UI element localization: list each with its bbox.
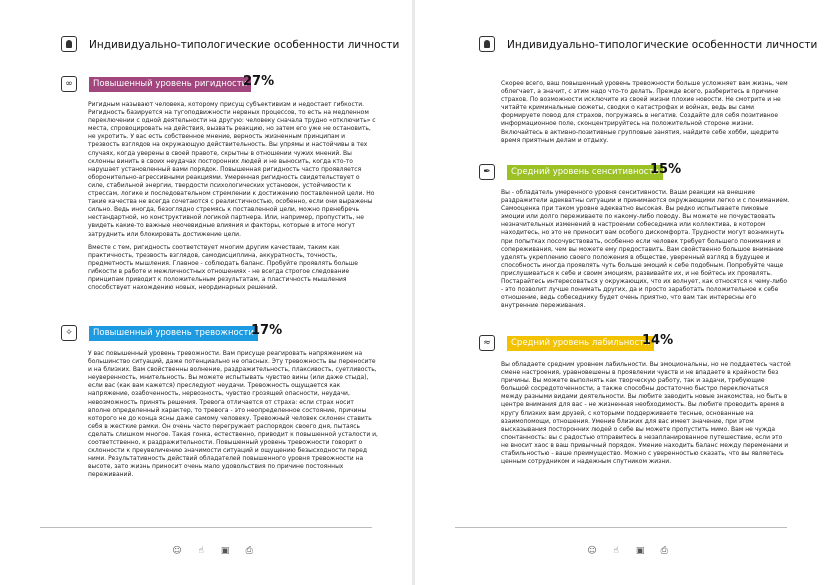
link-chain-icon: ∞ <box>61 76 77 92</box>
sensitivity-text <box>501 189 791 315</box>
anxiety-badge: Повышенный уровень тревожности <box>89 326 258 341</box>
footer-toolbar <box>587 538 678 556</box>
section-sensitivity-header <box>479 162 807 184</box>
monitor-icon[interactable]: ▣ <box>635 546 645 556</box>
anxiety-advice-paragraph: Скорее всего, ваш повышенный уровень тревожности больше усложняет вам жизнь, чем облегчает, а значит, с этим надо что-то делать. Прежде всего, разберитесь в причине страхов. По возможности исключите из своей жизни плохие новости. Не смотрите и не читайте криминальные сюжеты, сводки о катастрофах и войнах, ведь вы сами формируете повод для страхов, погружаясь в негатив. Создайте для себя позитивное информационное поле, сконцентрируйтесь на положительной стороне жизни. Включайтесь в активно-позитивные групповые занятия, найдите себе хобби, щедрите время приятным делам и отдыху. <box>501 80 788 144</box>
section-rigidity-header <box>61 74 392 96</box>
page-title: Индивидуально-типологические особенности личности <box>507 39 818 51</box>
lability-badge: Средний уровень лабильности <box>507 336 654 351</box>
rigidity-paragraph-2: Вместе с тем, ригидность соответствует многим другим качествам, таким как практичность, трезвость взглядов, самодисциплина, аккуратность, точность, предметность мышления. Главное - соблюдать баланс. Пробуйте проявлять больше гибкости в работе и межличностных отношениях - не всегда строгое следование принципам приводит к положительным результатам, а пластичность мышления способствует нахождению новых, неординарных решений. <box>88 243 358 292</box>
butterfly-icon: ✧ <box>61 325 77 341</box>
people-icon[interactable]: ☺ <box>172 546 182 556</box>
monitor-icon[interactable]: ▣ <box>220 546 230 556</box>
lability-percent: 14% <box>642 333 674 348</box>
lability-paragraph-1: Вы обладаете средним уровнем лабильности. Вы эмоциональны, но не поддаетесь частой смене настроения, уравновешены в проявлении чувств и не впадаете в крайности без причины. Вы можете выполнять как творческую работу, так и задачи, требующие большой сосредоточенности, а также способны достаточно быстро переключаться между разными видами деятельности. Вы любите заводить новые знакомства, но быть в центре внимания для вас - не жизненная необходимость. Вы любите проводить время в кругу близких вам друзей, с которыми поддерживаете тесные, основанные на взаимопомощи, отношения. Умение близких для вас имеет значение, при этом высказывания посторонних людей о себе вы можете пропустить мимо. Вам не чужда спонтанность: вы с радостью отправитесь в незапланированное путешествие, если это не вносит хаос в ваш привычный порядок. Умение находить баланс между переменами и стабильностью - ваше преимущество. Можно с уверенностью сказать, что вы являетесь ценным сотрудником и надежным спутником жизни. <box>501 361 791 466</box>
anxiety-text <box>88 350 378 485</box>
print-icon[interactable]: ⎙ <box>245 546 253 556</box>
footer-divider <box>455 527 787 528</box>
page-header <box>479 36 818 56</box>
rigidity-text <box>88 101 378 297</box>
rigidity-badge: Повышенный уровень ригидности <box>89 77 251 92</box>
lability-text <box>501 361 791 471</box>
print-icon[interactable]: ⎙ <box>660 546 668 556</box>
footer-toolbar <box>172 538 263 556</box>
page-header <box>61 36 400 56</box>
sensitivity-percent: 15% <box>650 162 682 177</box>
page-title: Индивидуально-типологические особенности личности <box>89 39 400 51</box>
rigidity-paragraph-1: Ригидным называют человека, которому присущ субъективизм и недостает гибкости. Ригидность базируется на тугоподвижности нервных процессов, то есть на медленном переключении с одной деятельности на другую: человеку сначала трудно «отключить» с места, спровоцировать на действия, вызвать реакцию, но затем его уже не остановить, не укротить. У вас есть собственное мнение, верность жизненным принципам и трезвость взглядов на окружающую действительность. Вы упрямы и настойчивы в тех случаях, когда уверены в своей правоте, скрытны в отношении чужих мнений. Вы склонны винить в своих неудачах посторонних людей и не выносить, когда кто-то нарушает установленный вами порядок. Повышенная ригидность часто проявляется оборонительно-агрессивными реакциями. Умеренная ригидность свидетельствует о силе, стабильной энергии, твердости психологических установок, устойчивости к стрессам, логике и последовательном стремлении к достижению поставленной цели. Но такие качества не всегда сочетаются с реалистичностью, особенно, если они выражены сильно. Ведь иногда, безоглядно стремясь к поставленной цели, можно пренебречь нестандартной, но конструктивной логикой партнера. Или, например, пропустить, не увидеть какие-то важные неочевидные влияния и факторы, которые в итоге могут затруднить или блокировать достижение цели. <box>88 101 376 238</box>
anxiety-percent: 17% <box>251 323 283 338</box>
sensitivity-paragraph-1: Вы - обладатель умеренного уровня сенситивности. Ваши реакции на внешние раздражители адекватны ситуации и принимаются окружающими легко и с пониманием. Самооценка при таком уровне адекватно высокая. Вы редко испытываете пиковые эмоции или долго переживаете по какому-либо поводу. Вы можете не почувствовать незначительных изменений в настроении собеседника или коллектива, в котором находитесь, но это не приносит вам особого дискомфорта. Трудности могут возникнуть при попытках посочувствовать, особенно если человек требует большего понимания и сопереживания, чем вы можете ему предоставить. Вам свойственно большое внимание уделять укреплению своего положения в обществе, уверенный взгляд в будущее и способность иногда проявлять чуть больше эмоций к себе подобным. Попробуйте чаще прислушиваться к себе и своим эмоциям, развивайте их, и не бойтесь их проявлять. Постарайтесь интересоваться у окружающих, что их волнует, как относятся к чему-либо - это позволит лучше понимать других, да и просто заработать положительное к себе отношение, ведь собеседнику будет очень приятно, что вам так интересны его внутренние переживания. <box>501 189 790 310</box>
page-left <box>0 0 412 585</box>
anxiety-paragraph-1: У вас повышенный уровень тревожности. Вам присуще реагировать напряжением на большинство ситуаций, даже потенциально не опасных. Эту тревожность вы переносите и на близких. Вам свойственны волнение, раздражительность, плаксивость, суетливость, неуверенность, мнительность. Вы можете испытывать чувство вины (или даже стыда), если вас (как вам кажется) преследуют неудачи. Тревожность ощущается как напряжение, озабоченность, нервозность, чувство грозящей опасности, неудачи, невозможность принять решения. Тревога отличается от страха: если страх носит вполне определенный характер, то тревога - это неопределенное состояние, причины которого не до конца ясны даже самому человеку. Тревожный человек склонен ставить себя в жесткие рамки. Он очень часто перегружает распорядок своего дня, пытаясь сделать слишком многое. Такая гонка, естественно, приводит к повышенной усталости и, соответственно, к раздражительности. Повышенный уровень тревожности говорит о склонности к преувеличению значимости ситуаций и ощущению безысходности перед ними. Результативность действий обладателей повышенного уровня тревожности на высоте, зато жизнь приносит очень мало удовольствия по причине постоянных переживаний. <box>88 350 378 479</box>
hand-pointer-icon[interactable]: ☝ <box>198 546 204 556</box>
page-right <box>415 0 827 585</box>
section-lability-header <box>479 333 807 355</box>
rigidity-percent: 27% <box>243 74 275 89</box>
head-profile-icon <box>479 36 495 52</box>
hand-pointer-icon[interactable]: ☝ <box>613 546 619 556</box>
feather-icon: ✒ <box>479 164 495 180</box>
waves-icon: ≈ <box>479 335 495 351</box>
head-profile-icon <box>61 36 77 52</box>
sensitivity-badge: Средний уровень сенситивности <box>507 165 663 180</box>
footer-divider <box>40 527 372 528</box>
people-icon[interactable]: ☺ <box>587 546 597 556</box>
section-anxiety-header <box>61 323 392 345</box>
anxiety-advice-text <box>501 80 791 150</box>
